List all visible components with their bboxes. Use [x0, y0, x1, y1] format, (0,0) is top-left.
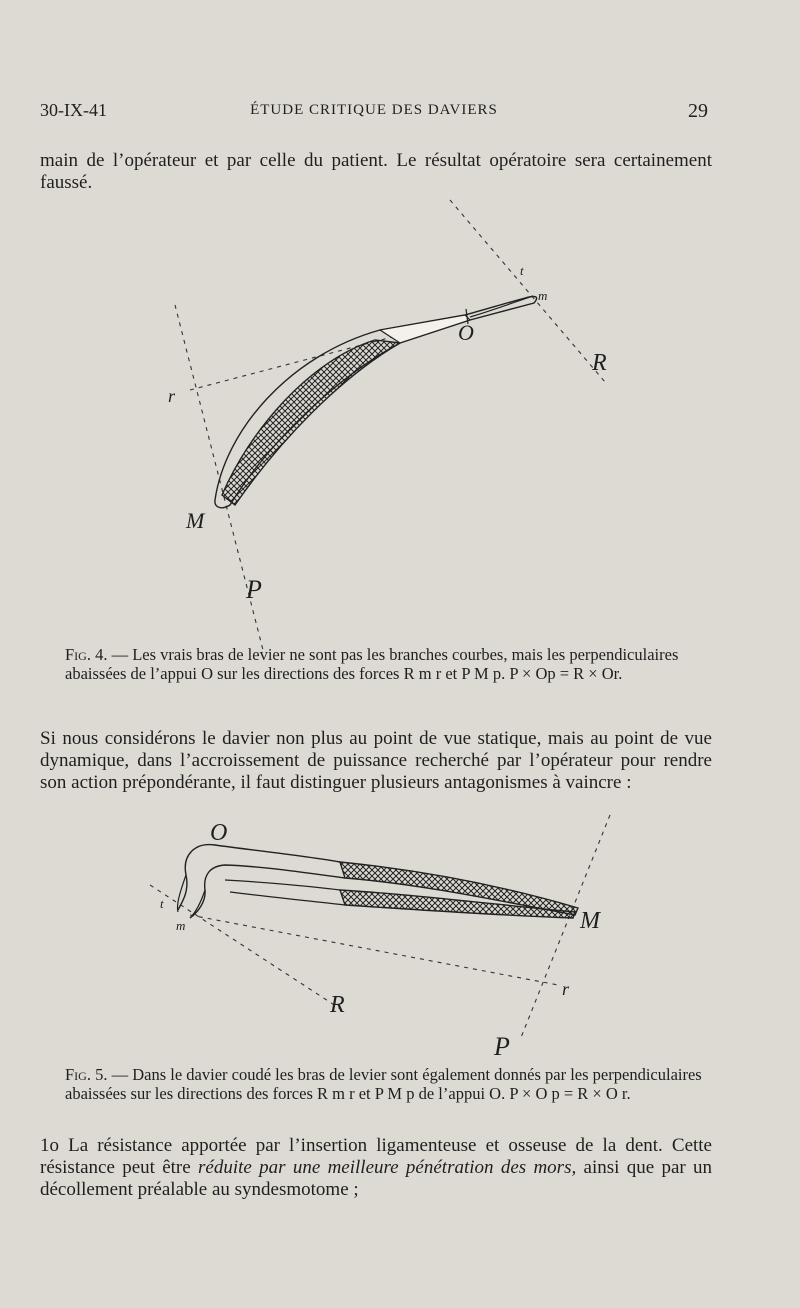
header-title: ÉTUDE CRITIQUE DES DAVIERS [250, 102, 498, 118]
fig5-label-O: O [210, 820, 228, 846]
fig5-label-R: R [330, 992, 345, 1018]
paragraph-3 [40, 1135, 712, 1201]
fig5-caption-label: Fig. 5. [65, 1065, 108, 1084]
fig5-forceps [177, 845, 578, 918]
fig4-label-r: r [168, 386, 176, 406]
fig5-caption-text: — Dans le davier coudé les bras de levier sont également donnés par les perpendiculaires abaissées sur les directions des forces R m r et P M p de l’appui O. P × O p = R × O r. [65, 1065, 702, 1103]
paragraph-3-italic: réduite par une meilleure pénétration des mors, [198, 1157, 577, 1178]
fig5-label-P: P [494, 1032, 510, 1061]
figure-5-caption [65, 1065, 710, 1103]
page-number: 29 [688, 100, 708, 122]
fig4-label-R: R [592, 350, 607, 376]
fig5-label-r: r [562, 979, 570, 999]
paragraph-2: Si nous considérons le davier non plus au point de vue statique, mais au point de vue dynamique, dans l’accroissement de puissance recherché par l’opérateur pour rendre son action prépondérante, il faut distinguer plusieurs antagonismes à vaincre : [40, 728, 712, 793]
paragraph-3-end: ainsi que par un décollement préalable au syndesmotome ; [40, 1157, 713, 1200]
fig4-label-m: m [538, 288, 548, 303]
paragraph-1: main de l’opérateur et par celle du patient. Le résultat opératoire sera certainement faussé. [40, 150, 712, 193]
fig5-label-M: M [580, 908, 600, 934]
fig5-dashed-lines [150, 815, 610, 1040]
fig5-label-m: m [176, 918, 186, 933]
fig4-caption-text: — Les vrais bras de levier ne sont pas les branches courbes, mais les perpendiculaires abaissées de l’appui O sur les directions des forces R m r et P M p. P × Op = R × Or. [65, 645, 679, 683]
fig5-label-t: t [160, 896, 164, 911]
fig4-label-M: M [186, 508, 205, 533]
header-date: 30-IX-41 [40, 100, 107, 120]
fig4-caption-label: Fig. 4. [65, 645, 108, 664]
fig4-label-t: t [520, 263, 524, 278]
fig4-label-O: O [458, 320, 474, 345]
paragraph-3-start: 1o La résistance apportée par l’insertion ligamenteuse et osseuse de la dent. Cette résistance peut être [40, 1135, 712, 1178]
fig4-label-P: P [246, 575, 262, 604]
